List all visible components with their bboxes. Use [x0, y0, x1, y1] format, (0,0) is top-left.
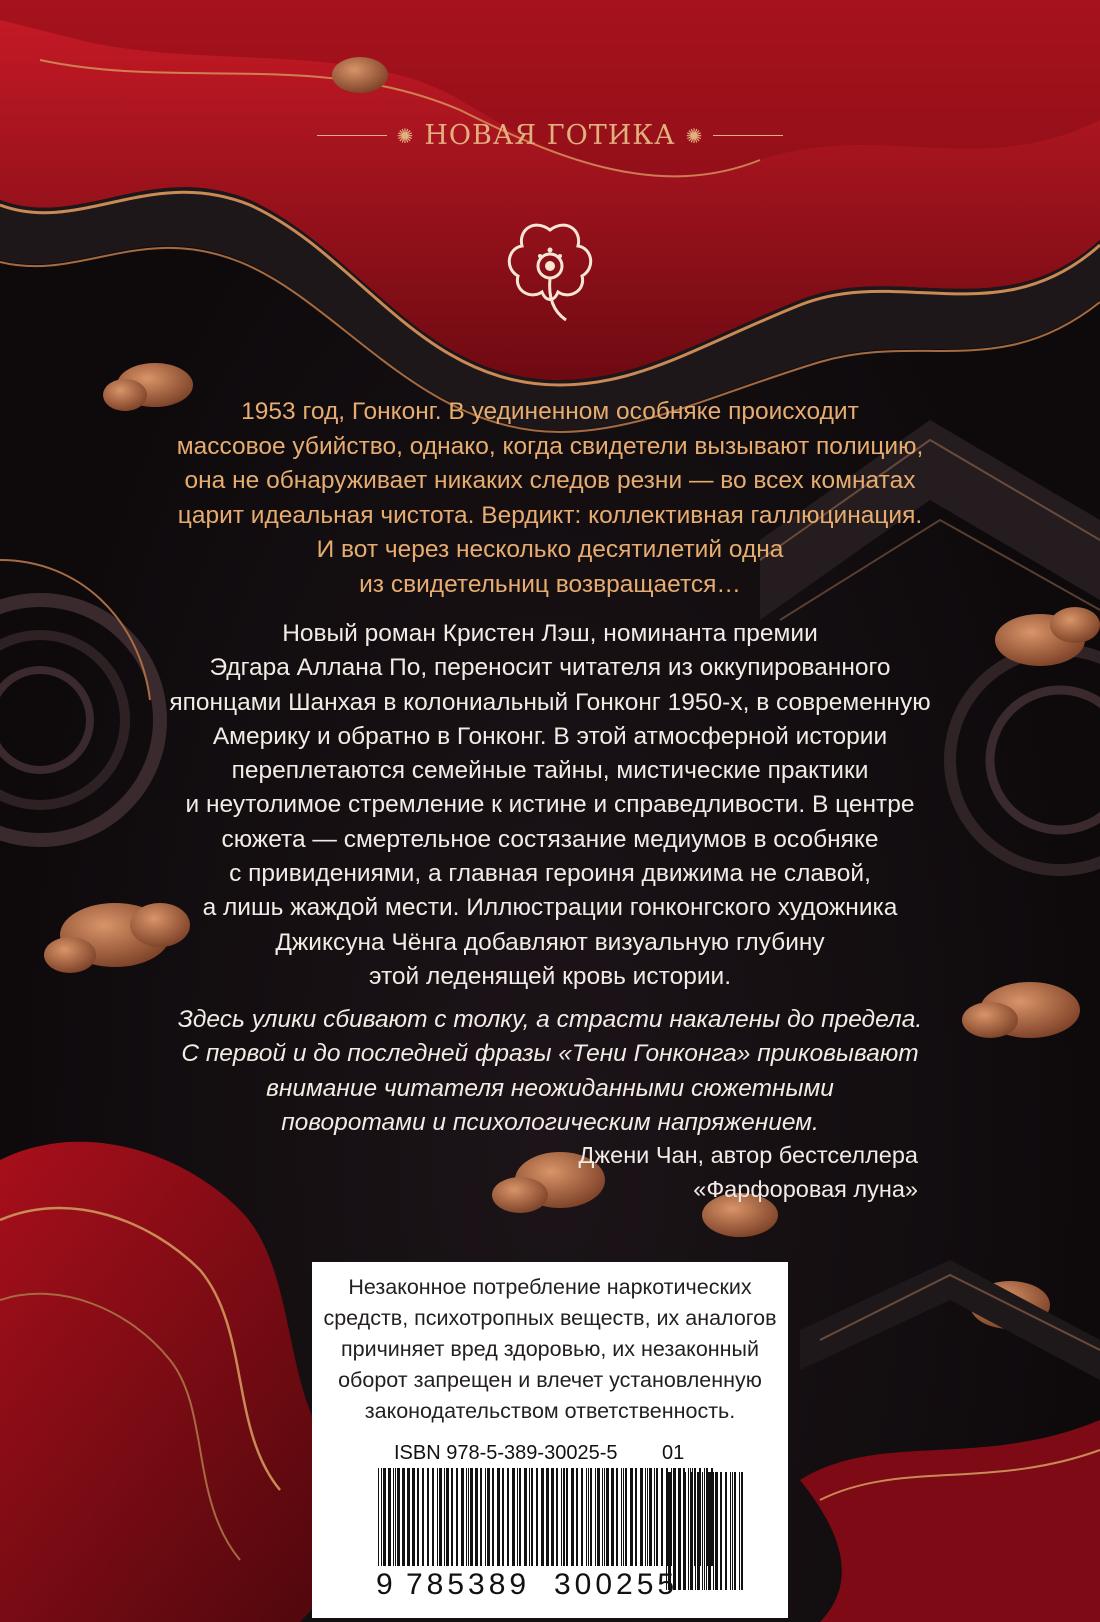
description-line: сюжета — смертельное состязание медиумов в особняке: [221, 825, 879, 853]
barcode-bar: [393, 1468, 394, 1566]
barcode-digit-lead: 9: [376, 1568, 394, 1601]
attribution-line: «Фарфоровая луна»: [693, 1176, 918, 1202]
barcode-bar: [720, 1472, 722, 1590]
barcode-bar: [556, 1468, 558, 1566]
barcode-bar: [439, 1468, 442, 1566]
barcode-bar: [536, 1468, 538, 1566]
barcode-bar: [625, 1468, 627, 1566]
barcode-bar: [432, 1468, 434, 1566]
barcode-bar: [566, 1468, 568, 1566]
barcode-bar: [704, 1472, 705, 1590]
barcode-bar: [470, 1468, 473, 1566]
description-line: Джиксуна Чёнга добавляют визуальную глубину: [275, 928, 825, 956]
teaser-line: из свидетельниц возвращается…: [359, 570, 741, 598]
description-text: [150, 617, 950, 994]
isbn-label: ISBN 978-5-389-30025-5: [394, 1442, 618, 1464]
barcode-bar: [427, 1468, 429, 1566]
barcode-digit-group-right: 300255: [554, 1568, 679, 1601]
barcode-bar: [412, 1468, 415, 1566]
series-divider-left: [317, 135, 387, 136]
legal-warning: [312, 1272, 788, 1427]
barcode-bar: [546, 1468, 549, 1566]
barcode-bar: [635, 1468, 637, 1566]
barcode-bar: [654, 1468, 655, 1566]
description-line: а лишь жаждой мести. Иллюстрации гонконгского художника: [202, 894, 898, 922]
barcode-bar: [402, 1468, 405, 1566]
barcode-bar: [656, 1468, 658, 1566]
barcode-bar: [517, 1468, 518, 1566]
teaser-line: 1953 год, Гонконг. В уединенном особняке происходит: [241, 398, 859, 425]
barcode-bar: [451, 1468, 453, 1566]
barcode-bar: [640, 1468, 643, 1566]
barcode-bar: [588, 1468, 589, 1566]
barcode-bar: [621, 1468, 622, 1566]
barcode-bar: [702, 1472, 703, 1590]
barcode-bar: [606, 1468, 609, 1566]
barcode-bar: [551, 1468, 554, 1566]
barcode-bar: [519, 1468, 521, 1566]
barcode-bar: [456, 1468, 458, 1566]
description-line: с привидениями, а главная героиня движима не славой,: [229, 860, 871, 888]
barcode-bar: [541, 1468, 544, 1566]
quote-line: С первой и до последней фразы «Тени Гонконга» приковывают: [181, 1040, 919, 1068]
description-line: Эдгара Аллана По, переносит читателя из оккупированного: [209, 654, 891, 682]
barcode-bar: [468, 1468, 469, 1566]
barcode-bar: [725, 1472, 727, 1590]
barcode-bar: [529, 1468, 530, 1566]
barcode-bar: [437, 1468, 438, 1566]
description-line: Америку и обратно в Гонконг. В этой атмосферной истории: [212, 722, 888, 750]
barcode-bar: [480, 1468, 482, 1566]
quote-line: Здесь улики сбивают с толку, а страсти накалены до предела.: [177, 1006, 923, 1033]
barcode-bar: [383, 1468, 386, 1566]
barcode-bar: [645, 1468, 646, 1566]
barcode-bar: [661, 1468, 663, 1566]
barcode-bar: [683, 1472, 686, 1590]
isbn-addon-code: 01: [662, 1442, 685, 1464]
barcode-bar: [502, 1468, 504, 1566]
plum-blossom-icon: [504, 220, 596, 340]
warning-line: средств, психотропных веществ, их аналогов: [323, 1306, 777, 1330]
barcode-bar: [475, 1468, 478, 1566]
barcode-bar: [647, 1468, 648, 1566]
description-line: переплетаются семейные тайны, мистические практики: [231, 757, 869, 785]
description-line: и неутолимое стремление к истине и справедливости. В центре: [185, 791, 915, 819]
description-line: Новый роман Кристен Лэш, номинанта премии: [282, 620, 818, 647]
warning-line: оборот запрещен и влечет установленную: [338, 1368, 762, 1392]
barcode-bar: [630, 1468, 633, 1566]
barcode-digit-group-left: 785389: [406, 1568, 531, 1601]
barcode-bar: [695, 1472, 696, 1590]
teaser-line: массовое убийство, однако, когда свидетели вызывают полицию,: [176, 432, 924, 460]
barcode-bar: [487, 1468, 490, 1566]
barcode-bar: [697, 1472, 700, 1590]
barcode-bar: [708, 1472, 711, 1590]
barcode-bar: [485, 1468, 486, 1566]
barcode-bar: [397, 1468, 400, 1566]
barcode-bar: [604, 1468, 605, 1566]
barcode-bar: [576, 1468, 578, 1566]
barcode-bar: [649, 1468, 652, 1566]
barcode-bar: [407, 1468, 410, 1566]
barcode-bar: [688, 1472, 689, 1590]
attribution-line: Джени Чан, автор бестселлера: [578, 1142, 918, 1168]
barcode-bar: [422, 1468, 424, 1566]
barcode-bar: [713, 1472, 714, 1590]
series-header: [0, 112, 1100, 151]
series-divider-right: [713, 135, 783, 136]
review-quote: [150, 1003, 950, 1140]
barcode-bar: [715, 1472, 718, 1590]
barcode-bar: [597, 1468, 600, 1566]
barcode-bar: [732, 1472, 733, 1590]
barcode-bar: [395, 1468, 396, 1566]
teaser-line: И вот через несколько десятилетий одна: [316, 536, 784, 563]
barcode-bar: [388, 1468, 391, 1566]
quote-attribution: [579, 1138, 919, 1206]
barcode-bar: [381, 1468, 382, 1566]
barcode-bar: [417, 1468, 419, 1566]
barcode-bar: [611, 1468, 614, 1566]
barcode-bar: [531, 1468, 533, 1566]
barcode-bar: [690, 1472, 693, 1590]
barcode-bar: [563, 1468, 565, 1566]
barcode-bar: [461, 1468, 464, 1566]
barcode-bar: [492, 1468, 494, 1566]
description-line: этой леденящей кровь истории.: [369, 962, 731, 990]
teaser-line: она не обнаруживает никаких следов резни — во всех комнатах: [184, 467, 916, 494]
legal-barcode-panel: [312, 1262, 788, 1618]
quote-line: внимание читателя неожиданными сюжетными: [266, 1074, 834, 1102]
barcode-bar: [586, 1468, 587, 1566]
barcode-bar: [741, 1472, 743, 1590]
barcode-bar: [524, 1468, 527, 1566]
barcode-bar: [595, 1468, 596, 1566]
warning-line: Незаконное потребление наркотических: [348, 1275, 752, 1299]
barcode-bar: [444, 1468, 445, 1566]
barcode-bar: [378, 1468, 379, 1566]
barcode-bar: [623, 1468, 624, 1566]
barcode-bar: [616, 1468, 618, 1566]
barcode-bar: [466, 1468, 467, 1566]
barcode-bar: [730, 1472, 731, 1590]
barcode-bar: [446, 1468, 449, 1566]
barcode-bar: [678, 1472, 681, 1590]
teaser-text: [150, 395, 950, 602]
series-title: НОВАЯ ГОТИКА: [424, 120, 676, 151]
warning-line: причиняет вред здоровью, их незаконный: [340, 1337, 759, 1361]
barcode-bar: [602, 1468, 603, 1566]
barcode-bar: [561, 1468, 562, 1566]
barcode-bar: [590, 1468, 592, 1566]
barcode-bar: [512, 1468, 515, 1566]
teaser-line: царит идеальная чистота. Вердикт: коллективная галлюцинация.: [177, 501, 923, 529]
barcode-bar: [706, 1472, 707, 1590]
barcode-bar: [571, 1468, 574, 1566]
spiderweb-icon: ✺: [685, 123, 704, 148]
spiderweb-icon: ✺: [396, 123, 415, 148]
barcode-bar: [739, 1472, 740, 1590]
barcode-bar: [507, 1468, 509, 1566]
barcode-bar: [497, 1468, 500, 1566]
description-line: японцами Шанхая в колониальный Гонконг 1950-х, в современную: [169, 688, 931, 716]
barcode-bar: [581, 1468, 583, 1566]
warning-line: законодательством ответственность.: [364, 1399, 736, 1423]
barcode-bar: [734, 1472, 736, 1590]
quote-line: поворотами и психологическим напряжением.: [281, 1108, 819, 1136]
